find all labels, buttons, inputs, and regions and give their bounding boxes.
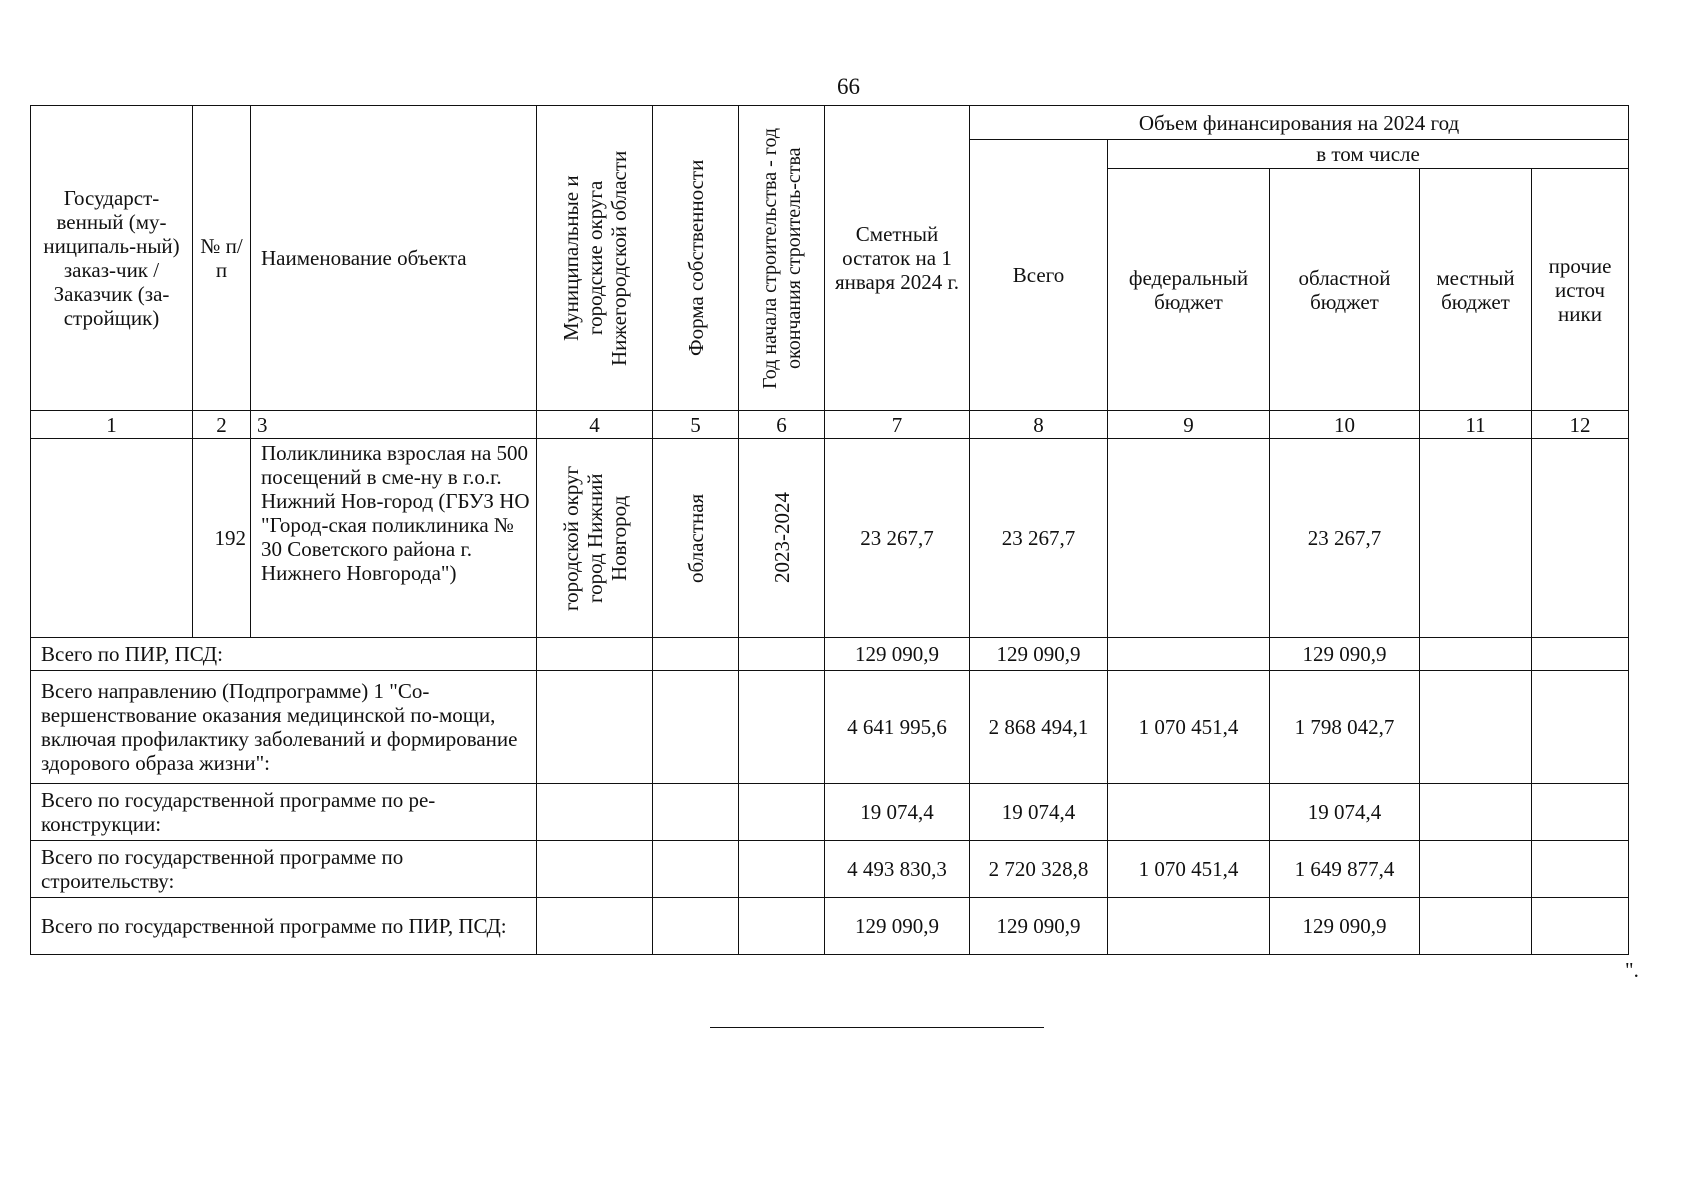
- object-local: [1420, 439, 1532, 638]
- summary-empty-cell: [537, 671, 653, 784]
- summary-local: [1420, 841, 1532, 898]
- header-local: местный бюджет: [1420, 169, 1532, 411]
- summary-estimate: 4 641 995,6: [825, 671, 970, 784]
- summary-total: 2 868 494,1: [970, 671, 1108, 784]
- header-years-cell: [739, 106, 825, 411]
- summary-empty-cell: [537, 638, 653, 671]
- summary-row: [31, 638, 1629, 671]
- summary-label: Всего по государственной программе по ПИР, ПСД:: [31, 898, 537, 955]
- summary-estimate: 4 493 830,3: [825, 841, 970, 898]
- header-including: в том числе: [1108, 140, 1629, 169]
- object-years: 2023-2024: [769, 492, 794, 584]
- object-municipal: городской округ город Нижний Новгород: [558, 465, 631, 611]
- summary-empty-cell: [653, 898, 739, 955]
- object-row: [31, 439, 1629, 638]
- summary-local: [1420, 671, 1532, 784]
- header-other: прочие источ ники: [1532, 169, 1629, 411]
- column-number-row: [31, 411, 1629, 439]
- object-ownership: областная: [683, 493, 708, 583]
- summary-empty-cell: [739, 898, 825, 955]
- summary-local: [1420, 638, 1532, 671]
- header-regional: областной бюджет: [1270, 169, 1420, 411]
- header-total: Всего: [970, 140, 1108, 411]
- column-number: 11: [1420, 411, 1532, 439]
- header-federal: федеральный бюджет: [1108, 169, 1270, 411]
- summary-regional: 1 798 042,7: [1270, 671, 1420, 784]
- summary-row: [31, 671, 1629, 784]
- closing-quote: ".: [1625, 958, 1639, 982]
- column-number: 4: [537, 411, 653, 439]
- summary-other: [1532, 784, 1629, 841]
- summary-label: Всего по государственной программе по строительству:: [31, 841, 537, 898]
- summary-total: 19 074,4: [970, 784, 1108, 841]
- object-estimate: 23 267,7: [825, 439, 970, 638]
- summary-empty-cell: [739, 638, 825, 671]
- summary-empty-cell: [739, 784, 825, 841]
- header-customer: Государст-венный (му-ниципаль-ный) заказ-чик / Заказчик (за-стройщик): [31, 106, 193, 411]
- summary-regional: 1 649 877,4: [1270, 841, 1420, 898]
- header-financing: Объем финансирования на 2024 год: [970, 106, 1629, 140]
- summary-label: Всего по ПИР, ПСД:: [31, 638, 537, 671]
- summary-label: Всего по государственной программе по ре-конструкции:: [31, 784, 537, 841]
- object-number: 192: [193, 439, 251, 638]
- summary-local: [1420, 784, 1532, 841]
- column-number: 3: [251, 411, 537, 439]
- header-municipal: Муниципальные и городские округа Нижегородской области: [558, 150, 631, 366]
- summary-row: [31, 784, 1629, 841]
- summary-estimate: 19 074,4: [825, 784, 970, 841]
- object-name: Поликлиника взрослая на 500 посещений в сме-ну в г.о.г. Нижний Нов-город (ГБУЗ НО "Город-ская поликлиника № 30 Советского района г. Нижнего Новгорода"): [251, 439, 537, 638]
- object-federal: [1108, 439, 1270, 638]
- object-total: 23 267,7: [970, 439, 1108, 638]
- column-number: 5: [653, 411, 739, 439]
- summary-empty-cell: [653, 841, 739, 898]
- summary-estimate: 129 090,9: [825, 638, 970, 671]
- summary-regional: 19 074,4: [1270, 784, 1420, 841]
- summary-federal: [1108, 784, 1270, 841]
- summary-local: [1420, 898, 1532, 955]
- summary-empty-cell: [739, 841, 825, 898]
- object-other: [1532, 439, 1629, 638]
- header-ownership: Форма собственности: [683, 159, 708, 357]
- summary-total: 2 720 328,8: [970, 841, 1108, 898]
- summary-row: [31, 841, 1629, 898]
- summary-total: 129 090,9: [970, 638, 1108, 671]
- column-number: 2: [193, 411, 251, 439]
- footer-divider: [710, 1027, 1044, 1028]
- summary-federal: [1108, 638, 1270, 671]
- summary-federal: [1108, 898, 1270, 955]
- summary-other: [1532, 671, 1629, 784]
- column-number: 9: [1108, 411, 1270, 439]
- object-regional: 23 267,7: [1270, 439, 1420, 638]
- summary-regional: 129 090,9: [1270, 638, 1420, 671]
- summary-empty-cell: [653, 671, 739, 784]
- column-number: 7: [825, 411, 970, 439]
- header-row-1: [31, 106, 1629, 140]
- object-ownership-cell: [653, 439, 739, 638]
- financing-table: [30, 105, 1629, 955]
- summary-empty-cell: [653, 784, 739, 841]
- header-years: Год начала строительства - год окончания строитель-ства: [758, 127, 805, 389]
- object-years-cell: [739, 439, 825, 638]
- header-object-name: Наименование объекта: [251, 106, 537, 411]
- object-customer: [31, 439, 193, 638]
- column-number: 6: [739, 411, 825, 439]
- summary-federal: 1 070 451,4: [1108, 841, 1270, 898]
- column-number: 1: [31, 411, 193, 439]
- summary-estimate: 129 090,9: [825, 898, 970, 955]
- summary-empty-cell: [537, 841, 653, 898]
- header-number: № п/п: [193, 106, 251, 411]
- header-estimate: Сметный остаток на 1 января 2024 г.: [825, 106, 970, 411]
- summary-other: [1532, 638, 1629, 671]
- column-number: 10: [1270, 411, 1420, 439]
- summary-other: [1532, 898, 1629, 955]
- summary-empty-cell: [739, 671, 825, 784]
- object-municipal-cell: [537, 439, 653, 638]
- column-number: 12: [1532, 411, 1629, 439]
- summary-label: Всего направлению (Подпрограмме) 1 "Со-вершенствование оказания медицинской по-мощи, включая профилактику заболеваний и формирование здорового образа жизни":: [31, 671, 537, 784]
- summary-empty-cell: [537, 898, 653, 955]
- summary-row: [31, 898, 1629, 955]
- column-number: 8: [970, 411, 1108, 439]
- summary-empty-cell: [653, 638, 739, 671]
- page-number: 66: [837, 74, 860, 99]
- summary-total: 129 090,9: [970, 898, 1108, 955]
- summary-other: [1532, 841, 1629, 898]
- header-municipal-cell: [537, 106, 653, 411]
- summary-regional: 129 090,9: [1270, 898, 1420, 955]
- header-ownership-cell: [653, 106, 739, 411]
- summary-federal: 1 070 451,4: [1108, 671, 1270, 784]
- summary-empty-cell: [537, 784, 653, 841]
